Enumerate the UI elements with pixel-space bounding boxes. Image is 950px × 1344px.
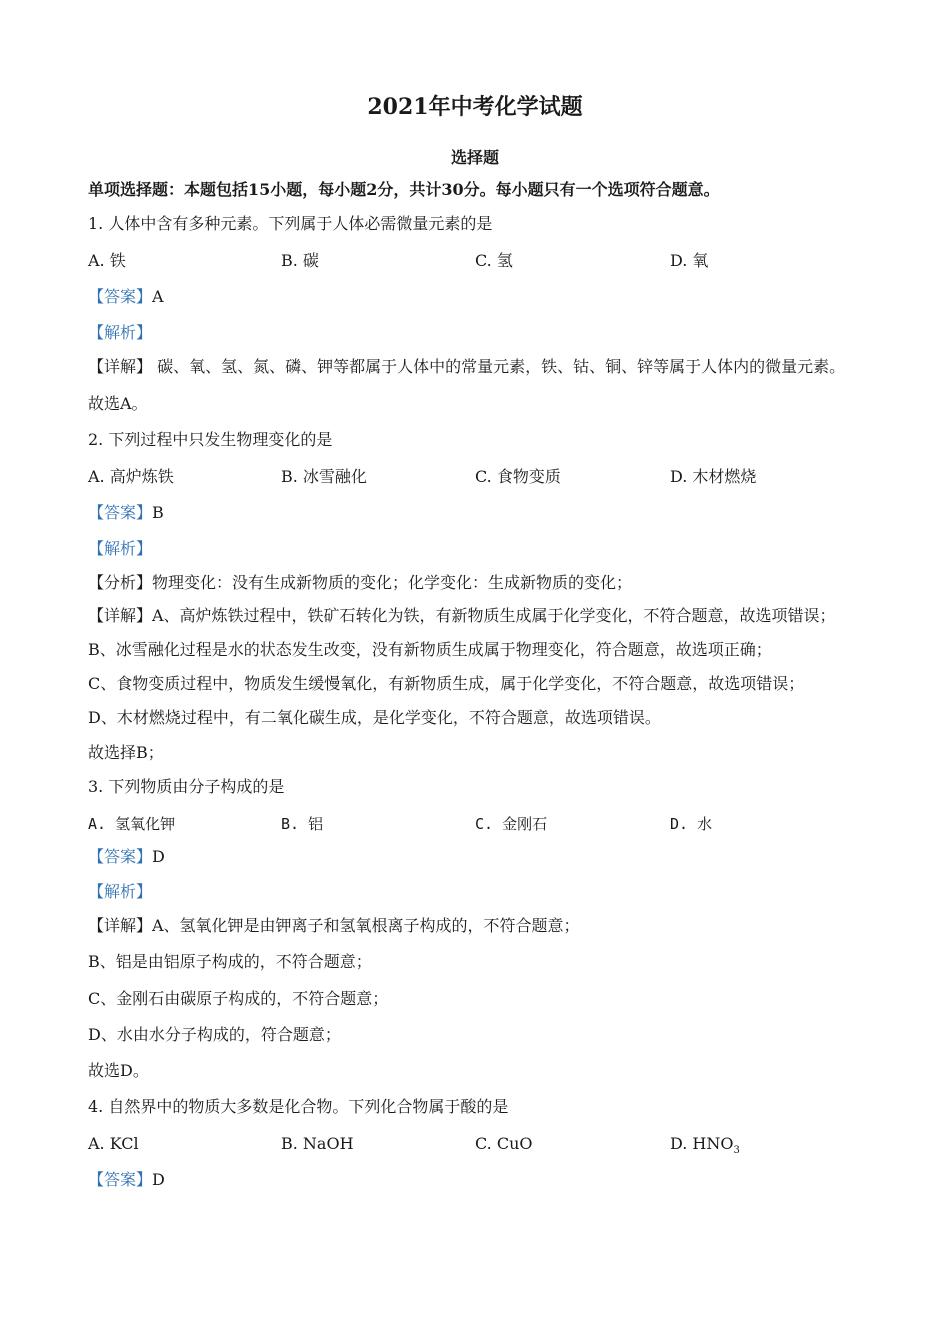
analysis-tag: 【解析】	[88, 323, 153, 342]
option-a: A. 高炉炼铁	[88, 467, 174, 486]
option-d	[670, 1134, 740, 1161]
answer-value: B	[152, 503, 164, 522]
question-stem: 2. 下列过程中只发生物理变化的是	[88, 430, 333, 449]
option-b: B. 冰雪融化	[281, 467, 367, 486]
explanation-line: C、食物变质过程中，物质发生缓慢氧化，有新物质生成，属于化学变化，不符合题意，故选项错误；	[88, 674, 805, 693]
answer-line	[88, 1170, 165, 1190]
answer-value: D	[152, 847, 165, 866]
answer-tag: 【答案】	[88, 503, 153, 522]
explanation-line: 故选择B；	[88, 743, 164, 762]
analysis-tag: 【解析】	[88, 882, 153, 901]
answer-tag: 【答案】	[88, 287, 153, 306]
option-c: C. 食物变质	[475, 467, 561, 486]
answer-value: D	[152, 1170, 165, 1189]
page-title: 2021年中考化学试题	[367, 94, 583, 120]
answer-value: A	[152, 287, 164, 306]
explanation-line: 故选A。	[88, 394, 148, 413]
option-a: A. KCl	[88, 1134, 139, 1153]
explanation-line: D、木材燃烧过程中，有二氧化碳生成，是化学变化，不符合题意，故选项错误。	[88, 708, 661, 727]
instruction-text: 单项选择题：本题包括15小题，每小题2分，共计30分。每小题只有一个选项符合题意。	[88, 180, 720, 199]
explanation-line: C、金刚石由碳原子构成的，不符合题意；	[88, 989, 389, 1008]
explanation-line: 【详解】A、氢氧化钾是由钾离子和氢氧根离子构成的，不符合题意；	[88, 916, 580, 935]
option-d: D. 木材燃烧	[670, 467, 757, 486]
analysis-tag: 【解析】	[88, 539, 153, 558]
answer-tag: 【答案】	[88, 1170, 153, 1189]
option-c: C. 金刚石	[475, 815, 548, 833]
option-d-formula: D. HNO	[670, 1134, 734, 1153]
question-stem: 4. 自然界中的物质大多数是化合物。下列化合物属于酸的是	[88, 1097, 509, 1116]
option-c: C. 氢	[475, 251, 513, 270]
answer-line	[88, 847, 165, 867]
explanation-line: B、铝是由铝原子构成的，不符合题意；	[88, 952, 372, 971]
option-d: D. 氧	[670, 251, 709, 270]
option-d: D. 水	[670, 815, 713, 833]
explanation-line: 【详解】 碳、氧、氢、氮、磷、钾等都属于人体中的常量元素，铁、钴、铜、锌等属于人体内的微量元素。	[88, 357, 846, 376]
explanation-line: B、冰雪融化过程是水的状态发生改变，没有新物质生成属于物理变化，符合题意，故选项正确；	[88, 640, 772, 659]
answer-line	[88, 503, 164, 523]
question-stem: 3. 下列物质由分子构成的是	[88, 777, 285, 796]
option-b: B. 铝	[281, 815, 324, 833]
explanation-line: 故选D。	[88, 1061, 149, 1080]
explanation-line: 【详解】A、高炉炼铁过程中，铁矿石转化为铁，有新物质生成属于化学变化，不符合题意，故选项错误；	[88, 606, 836, 625]
option-a: A. 铁	[88, 251, 126, 270]
section-heading: 选择题	[450, 148, 499, 167]
question-stem: 1. 人体中含有多种元素。下列属于人体必需微量元素的是	[88, 214, 493, 233]
formula-subscript: 3	[733, 1145, 740, 1157]
option-a: A. 氢氧化钾	[88, 815, 176, 833]
option-b: B. NaOH	[281, 1134, 354, 1153]
explanation-line: 【分析】物理变化：没有生成新物质的变化；化学变化：生成新物质的变化；	[88, 573, 633, 592]
option-b: B. 碳	[281, 251, 319, 270]
answer-tag: 【答案】	[88, 847, 153, 866]
explanation-line: D、水由水分子构成的，符合题意；	[88, 1025, 341, 1044]
answer-line	[88, 287, 164, 307]
option-c: C. CuO	[475, 1134, 533, 1153]
